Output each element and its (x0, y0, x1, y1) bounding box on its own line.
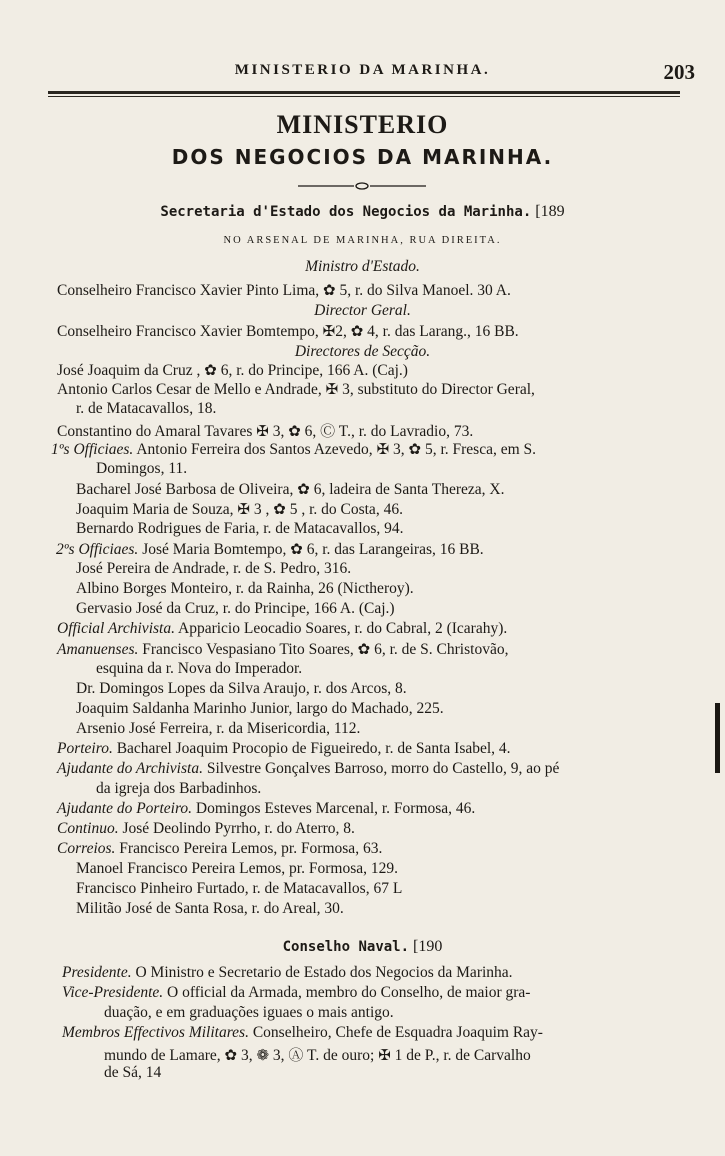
entry-text: O Ministro e Secretario de Estado dos Negocios da Marinha. (135, 964, 513, 981)
sub-title: DOS NEGOCIOS DA MARINHA. (171, 145, 554, 169)
entry-address: T., r. do Lavradio, 73. (338, 423, 474, 440)
conselho-heading-line (0, 938, 725, 956)
entry-text: O official da Armada, membro do Conselho, de maior gra- (167, 984, 531, 1001)
order-rose-icon: ✿ (323, 283, 336, 299)
order-cross-icon: ✠ (322, 324, 336, 340)
segundos-officiaes-entry (56, 540, 484, 559)
entry-address: 1 de P., r. de Carvalho (394, 1047, 531, 1064)
order-c-icon: Ⓒ (320, 424, 336, 440)
order-rose-icon: ✿ (273, 502, 286, 518)
director-heading: Director Geral. (314, 302, 411, 319)
entry-address: 6, r. do Principe, 166 A. (Caj.) (220, 362, 408, 379)
order-cross-icon: ✠ (325, 382, 339, 398)
entry-grade-a: 3 , (253, 501, 270, 518)
continuo-entry (57, 820, 355, 838)
order-rose-icon: ✿ (204, 363, 217, 379)
segundos-officiaes-label: 2ºs Officiaes. (56, 541, 139, 558)
entry-text: José Deolindo Pyrrho, r. do Aterro, 8. (122, 820, 355, 837)
ministro-entry (57, 281, 511, 300)
entry-grade-c: T. de ouro; (307, 1047, 375, 1064)
running-title: MINISTERIO DA MARINHA. (234, 62, 491, 78)
ajudante-archivista-cont: da igreja dos Barbadinhos. (96, 780, 262, 797)
order-rose-icon: ✿ (357, 642, 371, 658)
entry-grade-a: 3, (272, 423, 285, 440)
running-header (0, 60, 725, 86)
porteiro-label: Porteiro. (57, 740, 113, 757)
director-address: 4, r. das Larang., 16 BB. (367, 323, 519, 340)
header-rule-thick (48, 91, 680, 94)
correio-entry: Manoel Francisco Pereira Lemos, pr. Formosa, 129. (76, 860, 398, 877)
ajudante-porteiro-entry (57, 800, 475, 818)
directores-entry-3 (57, 420, 473, 441)
main-title: MINISTERIO (276, 110, 449, 139)
entry-text: Bacharel Joaquim Procopio de Figueiredo, r. de Santa Isabel, 4. (116, 740, 511, 757)
entry-name: Antonio Ferreira dos Santos Azevedo, (136, 441, 373, 458)
officiaes-entry: Gervasio José da Cruz, r. do Principe, 166 A. (Caj.) (76, 600, 395, 617)
directores-entry-1 (57, 361, 408, 380)
archivista-entry (57, 620, 507, 638)
correio-entry: Militão José de Santa Rosa, r. do Areal, 30. (76, 900, 344, 917)
membros-cont (104, 1044, 531, 1065)
secretaria-ref: [189 (535, 203, 565, 220)
primeiros-officiaes-entry (51, 440, 536, 459)
header-rule-thin (48, 96, 680, 97)
membros-entry (62, 1024, 543, 1042)
presidente-entry (62, 964, 513, 982)
entry-name: Bacharel José Barbosa de Oliveira, (76, 481, 294, 498)
secretaria-heading: Secretaria d'Estado dos Negocios da Marinha. (160, 204, 532, 220)
order-rose-icon: ✿ (350, 324, 364, 340)
entry-grade-a: 3, (393, 441, 405, 458)
order-cross-icon: ✠ (237, 502, 250, 518)
order-cross-icon: ✠ (376, 442, 390, 458)
entry-grade-a: 3, (240, 1047, 253, 1064)
entry-text: Silvestre Gonçalves Barroso, morro do Castello, 9, ao pé (206, 760, 560, 777)
page-number: 203 (663, 60, 695, 84)
amanuense-entry: Dr. Domingos Lopes da Silva Araujo, r. dos Arcos, 8. (76, 680, 407, 697)
officiaes-entry (76, 480, 504, 499)
secretaria-heading-line (0, 203, 725, 221)
membros-label: Membros Effectivos Militares. (62, 1024, 249, 1041)
directores-heading: Directores de Secção. (294, 343, 431, 360)
secretaria-address: NO ARSENAL DE MARINHA, RUA DIREITA. (223, 235, 502, 246)
vice-presidente-label: Vice-Presidente. (62, 984, 164, 1001)
entry-note: 3, substituto do Director Geral, (342, 381, 535, 398)
presidente-label: Presidente. (62, 964, 132, 981)
order-rose-icon: ✿ (288, 424, 301, 440)
directores-entry-2 (57, 380, 535, 399)
officiaes-entry: Albino Borges Monteiro, r. da Rainha, 26 (Nictheroy). (76, 580, 414, 597)
entry-name: Constantino do Amaral Tavares (57, 423, 253, 440)
correios-label: Correios. (57, 840, 116, 857)
entry-name: Francisco Vespasiano Tito Soares, (142, 641, 354, 658)
title-ornament (298, 181, 426, 191)
entry-text: Apparicio Leocadio Soares, r. do Cabral, 2 (Icarahy). (178, 620, 508, 637)
entry-text: Francisco Pereira Lemos, pr. Formosa, 63. (119, 840, 383, 857)
entry-text: Domingos Esteves Marcenal, r. Formosa, 46. (195, 800, 476, 817)
porteiro-entry (57, 740, 511, 758)
entry-text: Conselheiro, Chefe de Esquadra Joaquim Ray- (252, 1024, 543, 1041)
entry-grade-b: 3, (272, 1047, 285, 1064)
ajudante-porteiro-label: Ajudante do Porteiro. (57, 800, 193, 817)
correios-entry (57, 840, 382, 858)
vice-presidente-entry (62, 984, 530, 1002)
conselho-heading: Conselho Naval. (282, 939, 410, 955)
order-cross-icon: ✠ (378, 1048, 391, 1064)
membros-cont-2: de Sá, 14 (104, 1064, 162, 1081)
officiaes-entry: Bernardo Rodrigues de Faria, r. de Matacavallos, 94. (76, 520, 404, 537)
entry-address: 6, r. de S. Christovão, (374, 641, 509, 658)
amanuenses-cont: esquina da r. Nova do Imperador. (96, 660, 303, 677)
officiaes-entry: José Pereira de Andrade, r. de S. Pedro, 316. (76, 560, 352, 577)
ajudante-archivista-label: Ajudante do Archivista. (57, 760, 203, 777)
primeiros-officiaes-cont: Domingos, 11. (96, 460, 188, 477)
director-name: Conselheiro Francisco Xavier Bomtempo, (57, 323, 319, 340)
continuo-label: Continuo. (57, 820, 119, 837)
vice-presidente-cont: duação, e em graduações iguaes o mais antigo. (104, 1004, 394, 1021)
ajudante-archivista-entry (57, 760, 559, 778)
order-rose-icon: ✿ (224, 1048, 238, 1064)
conselho-ref: [190 (413, 938, 443, 955)
correio-entry: Francisco Pinheiro Furtado, r. de Matacavallos, 67 L (76, 880, 403, 897)
directores-entry-2-cont: r. de Matacavallos, 18. (76, 400, 217, 417)
entry-name: José Maria Bomtempo, (142, 541, 287, 558)
entry-name: mundo de Lamare, (104, 1047, 221, 1064)
order-rose-icon: ✿ (408, 442, 422, 458)
order-medal-icon: ❁ (256, 1048, 270, 1064)
entry-address: 5, r. Fresca, em S. (424, 441, 537, 458)
order-rose-icon: ✿ (290, 542, 303, 558)
entry-name: José Joaquim da Cruz , (57, 362, 201, 379)
order-a-icon: Ⓐ (288, 1048, 304, 1064)
amanuenses-entry (57, 640, 508, 659)
amanuense-entry: Arsenio José Ferreira, r. da Misericordia, 112. (76, 720, 361, 737)
order-rose-icon: ✿ (297, 482, 310, 498)
ministro-address: 5, r. do Silva Manoel. 30 A. (339, 282, 511, 299)
margin-mark (715, 703, 720, 773)
director-grade-a: 2, (335, 323, 347, 340)
amanuense-entry: Joaquim Saldanha Marinho Junior, largo do Machado, 225. (76, 700, 444, 717)
archivista-label: Official Archivista. (57, 620, 175, 637)
ministro-name: Conselheiro Francisco Xavier Pinto Lima, (57, 282, 320, 299)
order-cross-icon: ✠ (256, 424, 269, 440)
primeiros-officiaes-label: 1ºs Officiaes. (51, 441, 134, 458)
amanuenses-label: Amanuenses. (57, 641, 139, 658)
director-entry (57, 322, 519, 341)
entry-address: 6, r. das Larangeiras, 16 BB. (306, 541, 484, 558)
ministro-heading: Ministro d'Estado. (305, 258, 420, 275)
entry-address: 5 , r. do Costa, 46. (289, 501, 403, 518)
entry-name: Joaquim Maria de Souza, (76, 501, 234, 518)
entry-address: 6, ladeira de Santa Thereza, X. (313, 481, 505, 498)
entry-grade-b: 6, (304, 423, 317, 440)
entry-name: Antonio Carlos Cesar de Mello e Andrade, (57, 381, 322, 398)
officiaes-entry (76, 500, 403, 519)
